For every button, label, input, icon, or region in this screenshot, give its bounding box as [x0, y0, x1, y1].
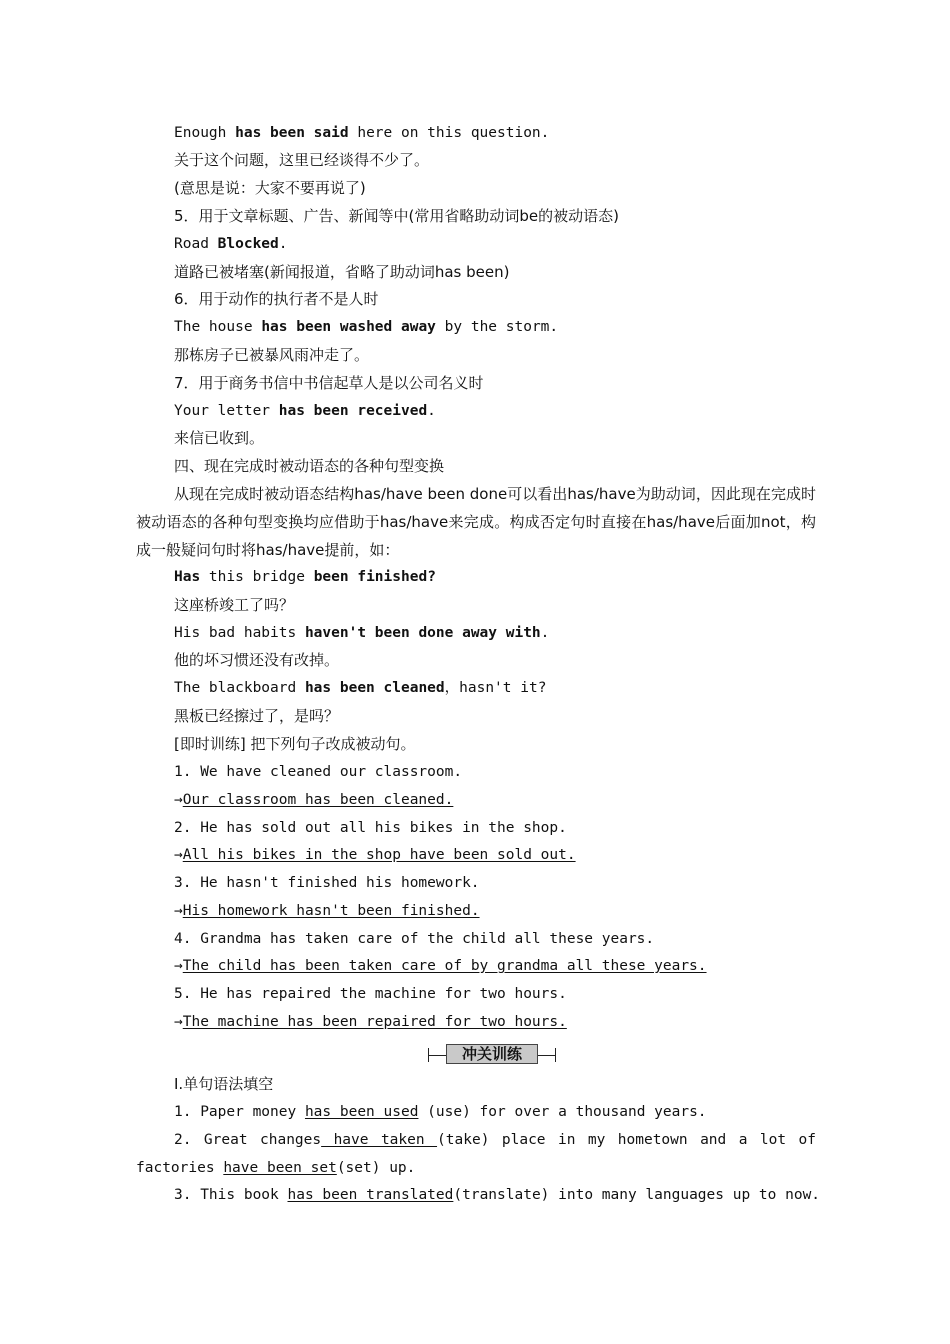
exercise-item: 3. He hasn't finished his homework.: [174, 875, 480, 891]
practice-question: 2. Great changes have taken (take) place in my hometown and a lot of factories have been set(set) up.: [136, 1132, 816, 1176]
translation: 他的坏习惯还没有改掉。: [174, 651, 340, 669]
translation: 黑板已经擦过了，是吗？: [174, 707, 340, 725]
translation: 来信已收到。: [174, 429, 265, 447]
example-sentence: The house has been washed away by the storm.: [174, 319, 559, 335]
exercise-answer: →Our classroom has been cleaned.: [174, 792, 454, 808]
exercise-heading: [即时训练] 把下列句子改成被动句。: [174, 735, 416, 753]
translation: 这座桥竣工了吗？: [174, 596, 295, 614]
section-heading: 四、现在完成时被动语态的各种句型变换: [174, 457, 445, 475]
rule-7: 7．用于商务书信中书信起草人是以公司名义时: [174, 374, 484, 392]
badge-divider: [428, 1055, 446, 1056]
section-badge: [428, 1044, 556, 1066]
badge-divider: [555, 1048, 556, 1062]
practice-question: 1. Paper money has been used (use) for over a thousand years.: [174, 1104, 707, 1120]
example-sentence: Road Blocked.: [174, 236, 288, 252]
example-sentence: Has this bridge been finished?: [174, 569, 436, 585]
exercise-answer: →His homework hasn't been finished.: [174, 903, 480, 919]
rule-5: 5．用于文章标题、广告、新闻等中(常用省略助动词be的被动语态): [174, 207, 620, 225]
exercise-answer: →The machine has been repaired for two hours.: [174, 1014, 567, 1030]
practice-question: 3. This book has been translated(translate) into many languages up to now.: [174, 1187, 821, 1203]
translation: 那栋房子已被暴风雨冲走了。: [174, 346, 370, 364]
translation: 道路已被堵塞(新闻报道，省略了助动词has been): [174, 263, 510, 281]
exercise-item: 1. We have cleaned our classroom.: [174, 764, 463, 780]
rule-6: 6．用于动作的执行者不是人时: [174, 290, 379, 308]
example-sentence: His bad habits haven't been done away with.: [174, 625, 550, 641]
exercise-answer: →All his bikes in the shop have been sold out.: [174, 847, 576, 863]
exercise-item: 4. Grandma has taken care of the child all these years.: [174, 931, 655, 947]
translation: 关于这个问题，这里已经谈得不少了。: [174, 151, 430, 169]
practice-heading: Ⅰ.单句语法填空: [174, 1075, 274, 1093]
exercise-answer: →The child has been taken care of by grandma all these years.: [174, 958, 707, 974]
exercise-item: 2. He has sold out all his bikes in the shop.: [174, 820, 567, 836]
note: (意思是说：大家不要再说了): [174, 179, 366, 197]
example-sentence: Your letter has been received.: [174, 403, 436, 419]
exercise-item: 5. He has repaired the machine for two hours.: [174, 986, 567, 1002]
example-sentence: The blackboard has been cleaned，hasn't it?: [174, 680, 547, 696]
explanation-paragraph: 从现在完成时被动语态结构has/have been done可以看出has/have为助动词，因此现在完成时被动语态的各种句型变换均应借助于has/have来完成。构成否定句时直接在has/have后面加not，构成一般疑问句时将has/have提前，如：: [136, 485, 816, 559]
example-sentence: Enough has been said here on this question.: [174, 125, 550, 141]
section-badge-label: 冲关训练: [446, 1044, 538, 1064]
badge-divider: [538, 1055, 556, 1056]
